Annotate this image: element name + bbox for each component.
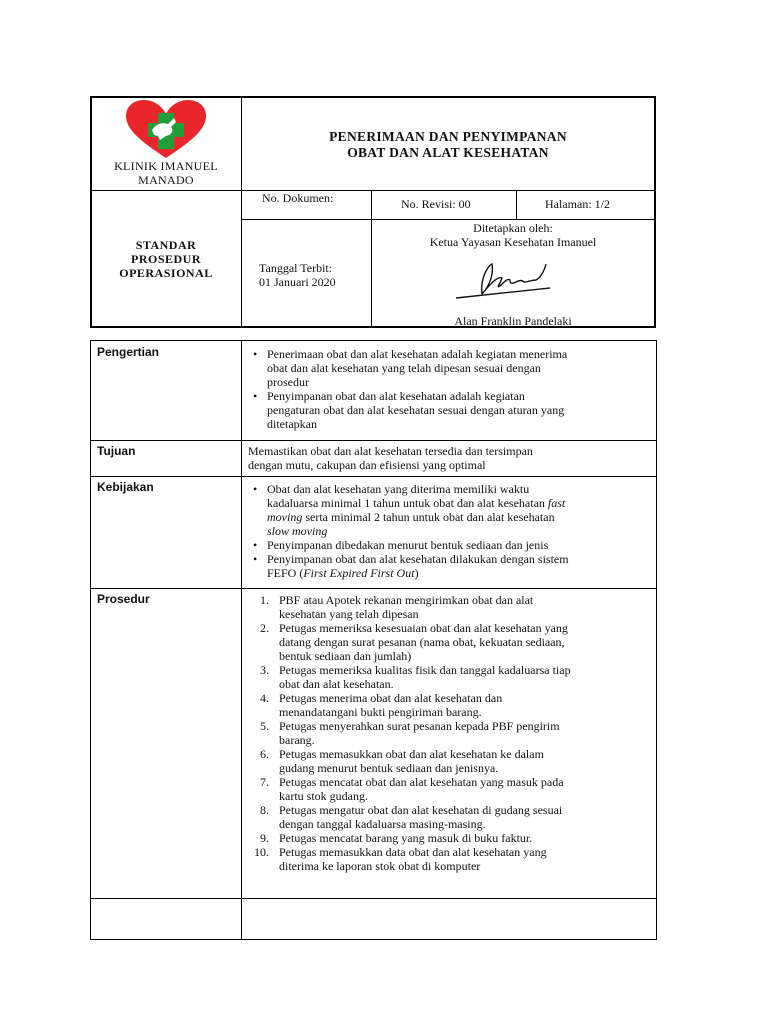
procedure-step [243, 691, 653, 719]
prosedur-label: Prosedur [97, 592, 150, 606]
clinic-name [92, 159, 240, 187]
step-text-line: bentuk sediaan dan jumlah) [279, 649, 412, 663]
text-span: FEFO ( [267, 566, 304, 580]
approved-by-role: Ketua Yayasan Kesehatan Imanuel [429, 235, 597, 249]
text-line: dengan mutu, cakupan dan efisiensi yang optimal [248, 458, 486, 472]
step-number: 2. [260, 621, 269, 635]
procedure-step [243, 593, 653, 621]
header-divider-revision [516, 190, 517, 219]
text-line: Memastikan obat dan alat kesehatan tersedia dan tersimpan [248, 444, 533, 458]
pengertian-item [247, 347, 651, 389]
step-text-line: barang. [279, 733, 315, 747]
signature-image [452, 258, 556, 302]
tujuan-label: Tujuan [97, 444, 136, 458]
step-text-line: datang dengan surat pesanan (nama obat, kekuatan sediaan, [279, 635, 565, 649]
procedure-step [243, 621, 653, 663]
procedure-step [243, 831, 653, 845]
text-span: kadaluarsa minimal 1 tahun untuk obat dan alat kesehatan [267, 496, 548, 510]
prosedur-content [243, 593, 653, 873]
step-number: 1. [260, 593, 269, 607]
text-line [267, 496, 651, 510]
text-line [267, 524, 651, 538]
text-line: pengaturan obat dan alat kesehatan sesuai dengan aturan yang [267, 403, 565, 417]
pengertian-item [247, 389, 651, 431]
kebijakan-item [247, 552, 651, 580]
pengertian-content [247, 347, 651, 431]
procedure-steps [243, 593, 653, 873]
text-line: • Penyimpanan obat dan alat kesehatan adalah kegiatan [267, 389, 525, 403]
header-divider-doc-row [241, 219, 654, 220]
italic-term: slow moving [267, 524, 328, 538]
italic-term: moving [267, 510, 303, 524]
clinic-name-line2: MANADO [138, 173, 194, 187]
text-line: • Penerimaan obat dan alat kesehatan adalah kegiatan menerima [267, 347, 568, 361]
text-line: obat dan alat kesehatan yang telah dipesan sesuai dengan [267, 361, 541, 375]
italic-term: fast [547, 496, 566, 510]
step-text-line: menandatangani bukti pengiriman barang. [279, 705, 482, 719]
step-number: 7. [260, 775, 269, 789]
step-text-line: kesehatan yang telah dipesan [279, 607, 419, 621]
text-span: ) [414, 566, 419, 580]
step-text-line: Petugas mengatur obat dan alat kesehatan di gudang sesuai [279, 803, 563, 817]
italic-term: First Expired First Out [303, 566, 415, 580]
kebijakan-label: Kebijakan [97, 480, 154, 494]
page-number-label: Halaman: 1/2 [545, 197, 610, 211]
text-line [267, 510, 651, 524]
issue-date-value: 01 Januari 2020 [259, 275, 336, 289]
step-text-line: Petugas memeriksa kualitas fisik dan tanggal kadaluarsa tiap [279, 663, 571, 677]
sop-label-line2: PROSEDUR [130, 252, 201, 266]
sop-label-line3: OPERASIONAL [119, 266, 213, 280]
step-number: 9. [260, 831, 269, 845]
step-text-line: obat dan alat kesehatan. [279, 677, 394, 691]
approval-block [371, 221, 655, 249]
step-number: 6. [260, 747, 269, 761]
step-text-line: PBF atau Apotek rekanan mengirimkan obat dan alat [279, 593, 534, 607]
procedure-step [243, 719, 653, 747]
step-number: 10. [254, 845, 269, 859]
clinic-logo [124, 100, 208, 160]
document-title-line1: PENERIMAAN DAN PENYIMPANAN [329, 129, 567, 144]
procedure-step [243, 845, 653, 873]
step-text-line: Petugas menerima obat dan alat kesehatan dan [279, 691, 503, 705]
row-divider-4 [91, 898, 656, 899]
sop-label [92, 238, 240, 280]
row-divider-2 [91, 476, 656, 477]
procedure-step [243, 747, 653, 775]
kebijakan-item [247, 538, 651, 552]
kebijakan-item [247, 482, 651, 538]
procedure-step [243, 803, 653, 831]
issue-date-block [259, 261, 336, 289]
text-span: serta minimal 2 tahun untuk obat dan alat kesehatan [302, 510, 555, 524]
row-divider-1 [91, 440, 656, 441]
step-number: 8. [260, 803, 269, 817]
procedure-step [243, 775, 653, 803]
kebijakan-content [247, 482, 651, 580]
text-line: • Penyimpanan dibedakan menurut bentuk sediaan dan jenis [267, 538, 549, 552]
step-text-line: Petugas mencatat obat dan alat kesehatan yang masuk pada [279, 775, 564, 789]
step-text-line: dengan tanggal kadaluarsa masing-masing. [279, 817, 486, 831]
step-number: 4. [260, 691, 269, 705]
revision-label: No. Revisi: 00 [401, 197, 471, 211]
step-text-line: Petugas memeriksa kesesuaian obat dan alat kesehatan yang [279, 621, 568, 635]
issue-date-label: Tanggal Terbit: [259, 261, 333, 275]
approved-by-label: Ditetapkan oleh: [473, 221, 553, 235]
tujuan-content [248, 444, 652, 472]
clinic-name-line1: KLINIK IMANUEL [114, 159, 218, 173]
text-line: • Penyimpanan obat dan alat kesehatan dilakukan dengan sistem [267, 552, 569, 566]
step-number: 3. [260, 663, 269, 677]
row-divider-3 [91, 588, 656, 589]
table-column-divider [241, 341, 242, 939]
sop-label-line1: STANDAR [135, 238, 197, 252]
step-text-line: Petugas memasukkan obat dan alat kesehatan ke dalam [279, 747, 544, 761]
doc-number-label: No. Dokumen: [262, 191, 334, 205]
step-number: 5. [260, 719, 269, 733]
header-divider-middle [371, 190, 372, 326]
text-line: prosedur [267, 375, 309, 389]
sop-content-table [90, 340, 657, 940]
document-title [241, 129, 655, 161]
step-text-line: Petugas menyerahkan surat pesanan kepada PBF pengirim [279, 719, 560, 733]
step-text-line: Petugas memasukkan data obat dan alat kesehatan yang [279, 845, 547, 859]
text-line: ditetapkan [267, 417, 317, 431]
header-divider-top-row [92, 190, 654, 191]
text-line: • Obat dan alat kesehatan yang diterima memiliki waktu [267, 482, 530, 496]
text-line [267, 566, 651, 580]
step-text-line: kartu stok gudang. [279, 789, 368, 803]
step-text-line: diterima ke laporan stok obat di komputer [279, 859, 481, 873]
procedure-step [243, 663, 653, 691]
step-text-line: gudang menurut bentuk sediaan dan jenisnya. [279, 761, 499, 775]
step-text-line: Petugas mencatat barang yang masuk di buku faktur. [279, 831, 533, 845]
document-title-line2: OBAT DAN ALAT KESEHATAN [347, 145, 549, 160]
approver-name: Alan Franklin Pandelaki [454, 314, 572, 328]
pengertian-label: Pengertian [97, 345, 160, 359]
